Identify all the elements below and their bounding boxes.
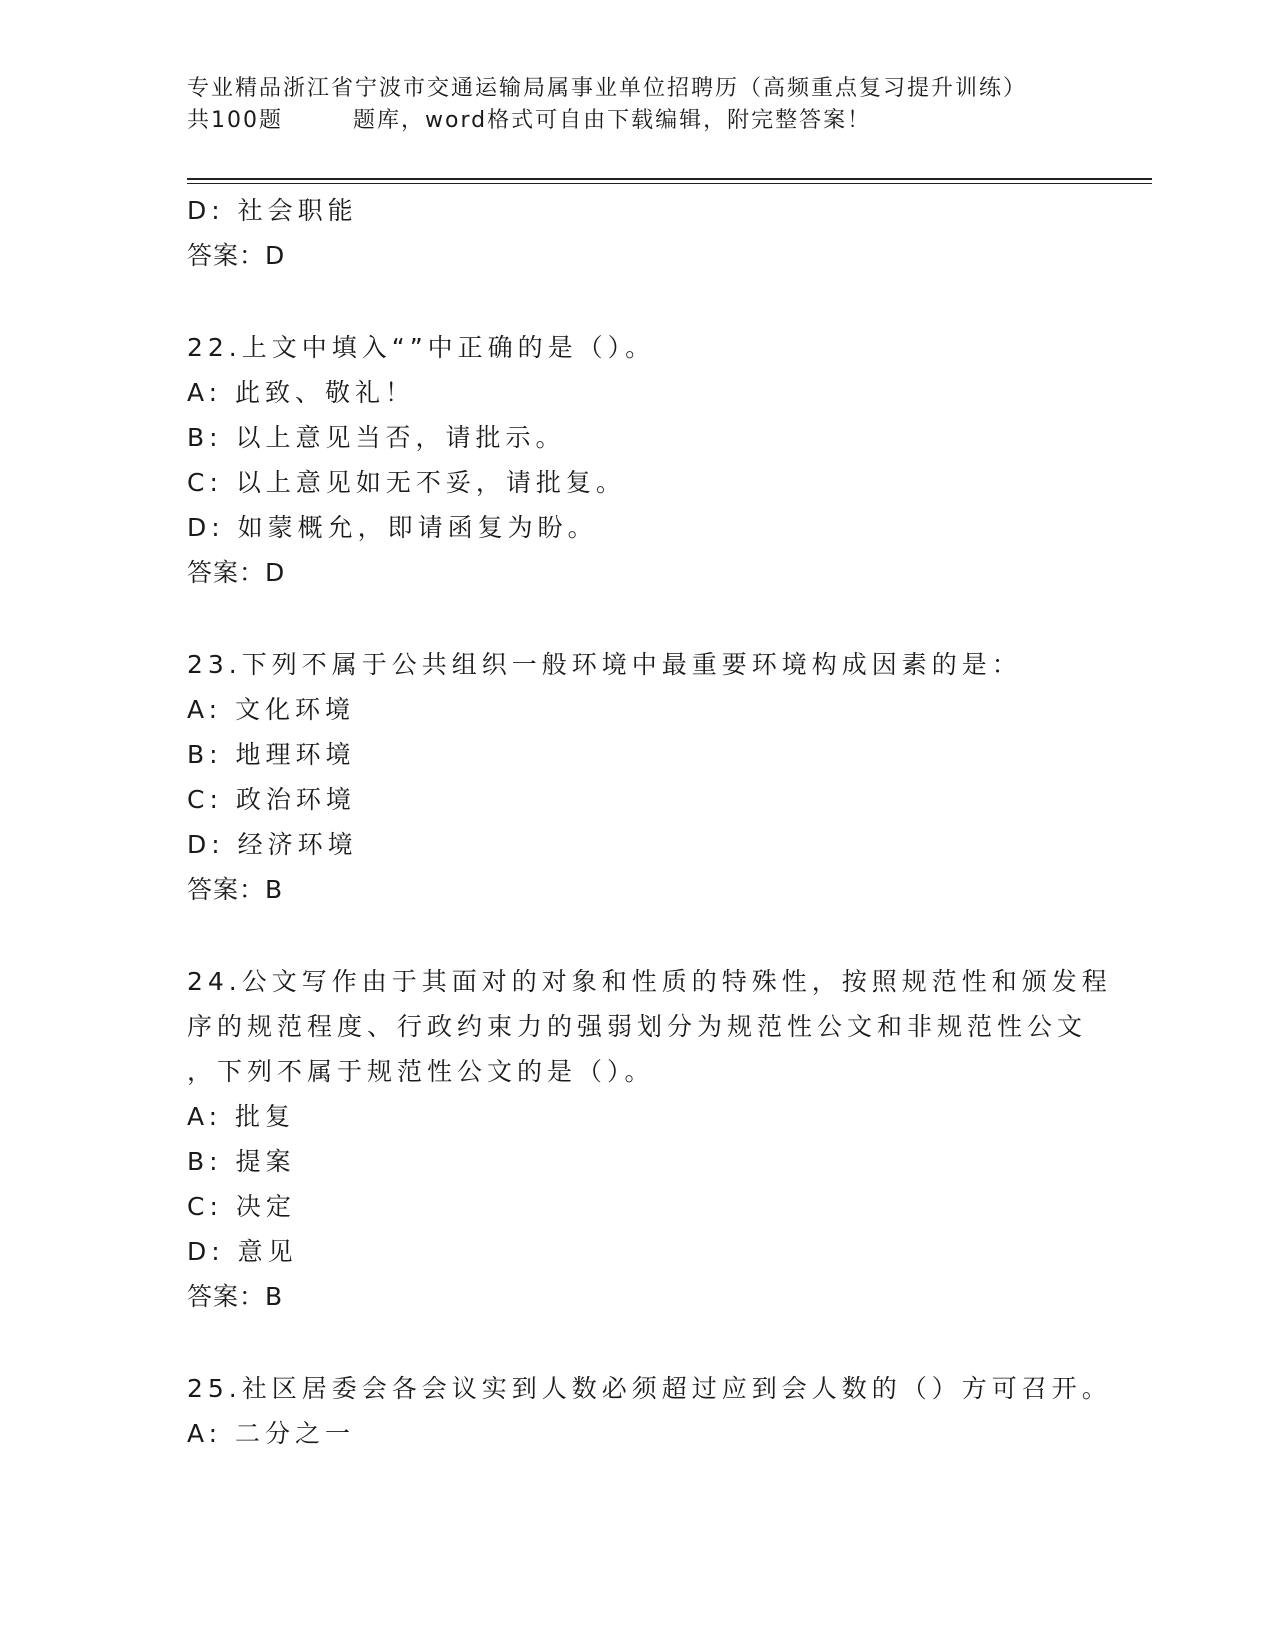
header-title: 专业精品浙江省宁波市交通运输局属事业单位招聘历（高频重点复习提升训练） <box>187 76 1028 101</box>
option-b: B: 以上意见当否，请批示。 <box>187 423 566 452</box>
prev-answer: 答案：D <box>187 241 286 270</box>
option-d: D: 如蒙概允，即请函复为盼。 <box>187 513 598 542</box>
question-list <box>187 188 1112 1456</box>
option-d: D: 意见 <box>187 1237 298 1266</box>
header-count: 共100题 <box>187 108 283 133</box>
header-rule-thin <box>187 183 1152 184</box>
question-24 <box>187 959 1112 1319</box>
prev-option-d: D: 社会职能 <box>187 196 358 225</box>
answer: 答案：B <box>187 1282 284 1311</box>
header-subtitle <box>187 105 1067 137</box>
page-header <box>187 73 1067 137</box>
question-22 <box>187 325 1087 595</box>
question-text: 25.社区居委会各会议实到人数必须超过应到会人数的（）方可召开。 <box>187 1374 1112 1403</box>
option-d: D: 经济环境 <box>187 830 358 859</box>
option-a: A: 批复 <box>187 1102 296 1131</box>
question-text: 23.下列不属于公共组织一般环境中最重要环境构成因素的是： <box>187 650 1022 679</box>
option-a: A: 文化环境 <box>187 695 356 724</box>
option-a: A: 二分之一 <box>187 1419 356 1448</box>
header-note: 题库，word格式可自由下载编辑，附完整答案！ <box>353 108 872 133</box>
option-c: C: 以上意见如无不妥，请批复。 <box>187 468 626 497</box>
option-b: B: 地理环境 <box>187 740 356 769</box>
question-text-line-1: 24.公文写作由于其面对的对象和性质的特殊性，按照规范性和颁发程 <box>187 967 1112 996</box>
header-rule-thick <box>187 178 1152 180</box>
option-c: C: 决定 <box>187 1192 296 1221</box>
option-a: A: 此致、敬礼！ <box>187 378 416 407</box>
answer: 答案：B <box>187 875 284 904</box>
answer: 答案：D <box>187 558 286 587</box>
question-23 <box>187 642 1087 912</box>
question-text-line-3: ，下列不属于规范性公文的是（）。 <box>187 1057 655 1086</box>
option-c: C: 政治环境 <box>187 785 356 814</box>
question-text: 22.上文中填入“”中正确的是（）。 <box>187 333 656 362</box>
question-25 <box>187 1366 1112 1456</box>
question-text-line-2: 序的规范程度、行政约束力的强弱划分为规范性公文和非规范性公文 <box>187 1012 1088 1041</box>
option-b: B: 提案 <box>187 1147 296 1176</box>
